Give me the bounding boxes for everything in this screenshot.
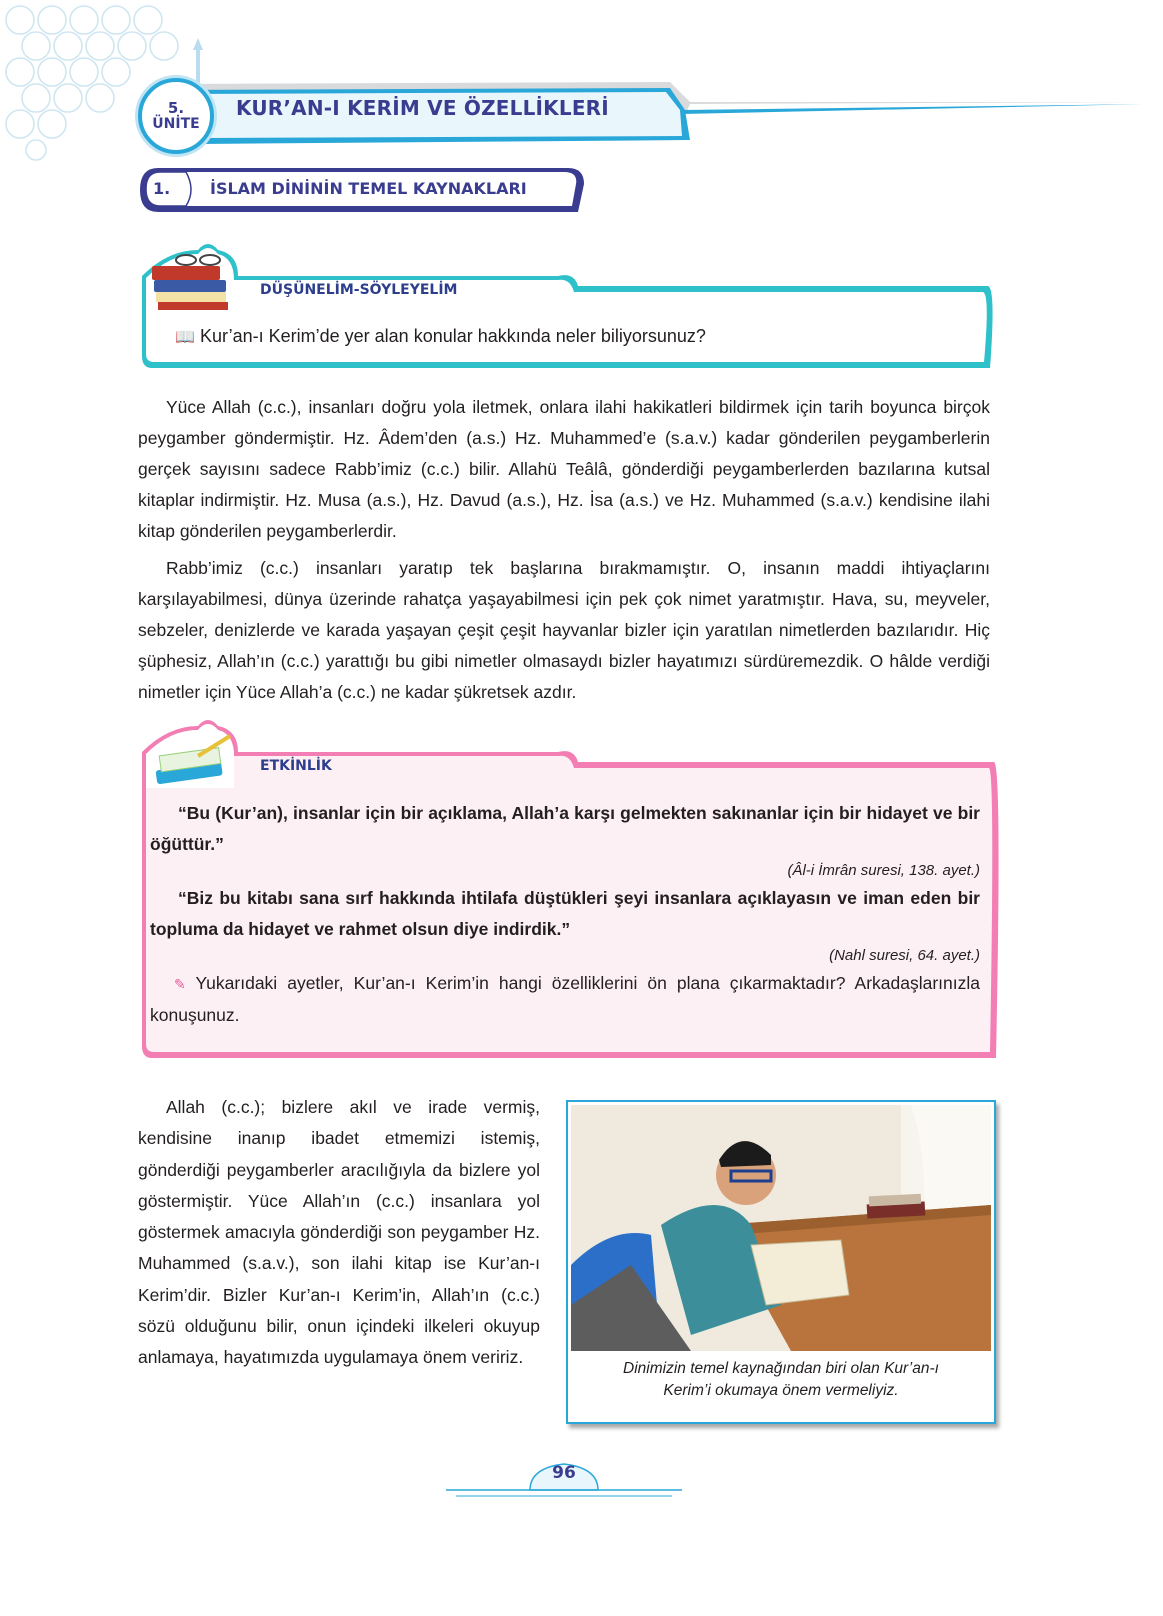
ayah-2-reference: (Nahl suresi, 64. ayet.)	[829, 947, 980, 964]
activity-label: ETKİNLİK	[260, 758, 332, 774]
activity-task	[150, 968, 980, 1031]
left-paragraph: Allah (c.c.); bizlere akıl ve irade vermiş, kendisine inanıp ibadet etmemizi istemiş, gönderdiği peygamberler aracılığıyla da bizlere yol göstermiştir. Yüce Allah’ın (c.c.) insanlara yol göstermek amacıyla gönderdiği son peygamber Hz. Muhammed (s.a.v.), son ilahi kitap ise Kur’an-ı Kerim’dir. Bizler Kur’an-ı Kerim’in, Allah’ın (c.c.) sözü olduğunu bilir, onun içindeki ilkeleri okuyup anlamaya, hayatımızda uygulamaya önem veririz.	[138, 1097, 540, 1368]
think-box-frame	[138, 236, 998, 378]
activity-task-text: Yukarıdaki ayetler, Kur’an-ı Kerim’in hangi özelliklerini ön plana çıkarmaktadır? Arkadaşlarınızla konuşunuz.	[150, 973, 981, 1025]
figure-caption	[568, 1358, 994, 1402]
ayah-1: “Bu (Kur’an), insanlar için bir açıklama, Allah’a karşı gelmekten sakınanlar için bir hidayet ve bir öğüttür.”	[150, 803, 980, 854]
paragraph-2: Rabb’imiz (c.c.) insanları yaratıp tek başlarına bırakmamıştır. O, insanın maddi ihtiyaçlarını karşılayabilmesi, dünya üzerinde rahatça yaşayabilmesi için pek çok nimet yaratmıştır. Hava, su, meyveler, sebzeler, denizlerde ve karada yaşayan çeşit çeşit hayvanlar bizler için yaratılan nimetlerden bazılarıdır. Hiç şüphesiz, Allah’ın (c.c.) yarattığı bu gibi nimetler olmasaydı bizler hayatımızı sürdüremezdik. O hâlde verdiği nimetler için Yüce Allah’a (c.c.) ne kadar şükretsek azdır.	[138, 558, 990, 702]
photo-boy-reading-quran	[571, 1105, 991, 1351]
figure	[566, 1100, 996, 1424]
book-icon: 📖	[175, 329, 195, 346]
body-paragraphs	[138, 392, 990, 714]
think-box-label: DÜŞÜNELİM-SÖYLEYELİM	[260, 282, 458, 298]
ayah-1-reference: (Âl-i İmrân suresi, 138. ayet.)	[787, 862, 980, 879]
caption-line-2: Kerim’i okumaya önem vermeliyiz.	[663, 1382, 899, 1399]
ayah-2: “Biz bu kitabı sana sırf hakkında ihtilafa düştükleri şeyi insanlara açıklayasın ve iman eden bir topluma da hidayet ve rahmet olsun diye indirdik.”	[150, 888, 980, 939]
pencil-icon: ✎	[174, 976, 186, 992]
paragraph-1: Yüce Allah (c.c.), insanları doğru yola iletmek, onlara ilahi hakikatleri bildirmek için tarih boyunca birçok peygamber göndermiştir. Hz. Âdem’den (a.s.) Hz. Muhammed’e (s.a.v.) kadar gönderilen peygamberlerin gerçek sayısını sadece Rabb’imiz (c.c.) bilir. Allahü Teâlâ, gönderdiği peygamberlerden bazılarına kutsal kitaplar indirmiştir. Hz. Musa (a.s.), Hz. Davud (a.s.), Hz. İsa (a.s.) ve Hz. Muhammed (s.a.v.) kendisine ilahi kitap gönderilen peygamberlerdir.	[138, 397, 990, 541]
question-text: Kur’an-ı Kerim’de yer alan konular hakkında neler biliyorsunuz?	[199, 326, 706, 346]
section-title: İSLAM DİNİNİN TEMEL KAYNAKLARI	[210, 179, 527, 198]
unit-title: KUR’AN-I KERİM VE ÖZELLİKLERİ	[236, 96, 609, 120]
activity-content	[150, 798, 980, 1031]
caption-line-1: Dinimizin temel kaynağından biri olan Kur’an-ı	[623, 1360, 939, 1377]
think-box-question	[175, 326, 706, 347]
left-column-text	[138, 1092, 540, 1374]
unit-number: 5.	[167, 99, 185, 117]
page-number: 96	[552, 1463, 576, 1483]
unit-badge	[138, 78, 214, 154]
unit-label: ÜNİTE	[152, 116, 200, 132]
section-number: 1.	[153, 179, 171, 198]
